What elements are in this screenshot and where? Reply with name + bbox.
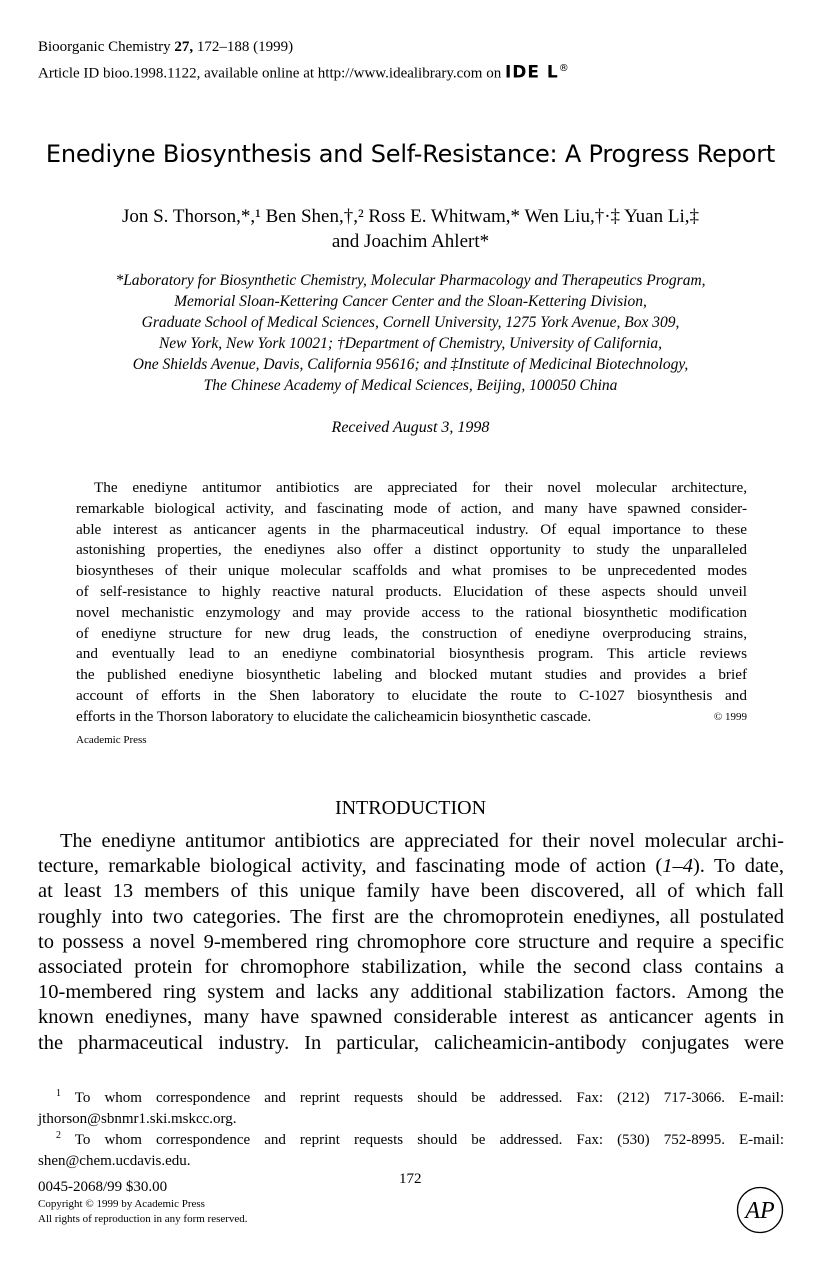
footnote-1 [38, 1083, 784, 1130]
copyright-line: Copyright © 1999 by Academic Press [38, 1198, 205, 1210]
abstract-line: remarkable biological activity, and fascinating mode of action, and many have spawned consider- [76, 499, 747, 517]
received-date: Received August 3, 1998 [331, 419, 490, 436]
section-heading-introduction: INTRODUCTION [334, 797, 487, 819]
footnote-email[interactable]: jthorson@sbnmr1.ski.mskcc.org. [38, 1111, 237, 1127]
abstract-line: able interest as anticancer agents in the pharmaceutical industry. Of equal importance to these [76, 520, 747, 538]
abstract-publisher: Academic Press [76, 733, 147, 746]
body-line: the pharmaceutical industry. In particular, calicheamicin-antibody conjugates were [38, 1031, 784, 1054]
publication-info [38, 1178, 248, 1227]
page-number: 172 [399, 1171, 422, 1187]
journal-pages-year: 172–188 (1999) [193, 39, 294, 55]
abstract-line: biosyntheses of their unique molecular scaffolds and what promises to be unprecedented modes [76, 562, 747, 580]
author-line-2: and Joachim Ahlert* [331, 231, 490, 252]
body-line: 10-membered ring system and lacks any additional stabilization factors. Among the [38, 981, 784, 1004]
affiliation-line: Graduate School of Medical Sciences, Cornell University, 1275 York Avenue, Box 309, [141, 314, 680, 331]
academic-press-logo-text: AP [745, 1198, 775, 1224]
academic-press-logo-icon [736, 1186, 784, 1234]
footnote-mark: 1 [56, 1088, 61, 1099]
abstract-line: The enediyne antitumor antibiotics are appreciated for their novel molecular architecture, [94, 479, 747, 496]
reference-citation[interactable]: 1–4 [662, 855, 693, 878]
author-line-1: Jon S. Thorson,*,¹ Ben Shen,†,² Ross E. Whitwam,* Wen Liu,†·‡ Yuan Li,‡ [121, 206, 700, 227]
abstract-line: the published enediyne biosynthetic labeling and blocked mutant studies and provides a brief [76, 666, 747, 684]
ideal-logo-registered: ® [558, 63, 570, 74]
abstract-line: account of efforts in the Shen laboratory to elucidate the route to C-1027 biosynthesis and [76, 686, 747, 704]
footnote-2 [38, 1125, 784, 1172]
ideal-logo-text: IDE L [504, 62, 559, 83]
affiliation-line: Memorial Sloan-Kettering Cancer Center and the Sloan-Kettering Division, [174, 293, 647, 310]
body-line: The enediyne antitumor antibiotics are appreciated for their novel molecular archi- [60, 830, 784, 852]
article-id-line [38, 58, 570, 85]
affiliations [40, 270, 781, 396]
body-line [38, 854, 784, 879]
affiliation-line: *Laboratory for Biosynthetic Chemistry, Molecular Pharmacology and Therapeutics Program, [115, 272, 706, 289]
abstract [76, 478, 747, 752]
body-line: at least 13 members of this unique family have been discovered, all of which fall [38, 880, 784, 903]
affiliation-line: The Chinese Academy of Medical Sciences, Beijing, 100050 China [203, 377, 618, 394]
article-id: Article ID bioo.1998.1122, available online at http://www.idealibrary.com on [38, 65, 505, 82]
body-line: to possess a novel 9-membered ring chromophore core structure and require a specific [38, 930, 784, 953]
footnote-line [38, 1125, 784, 1151]
footnote-text: To whom correspondence and reprint requests should be addressed. Fax: (530) 752-8995. E-mail: [74, 1132, 785, 1148]
affiliation-line: New York, New York 10021; †Department of Chemistry, University of California, [158, 335, 663, 352]
abstract-line: novel mechanistic enzymology and may provide access to the rational biosynthetic modification [76, 603, 747, 621]
article-title: Enediyne Biosynthesis and Self-Resistance: A Progress Report [45, 140, 776, 168]
body-text: tecture, remarkable biological activity, and fascinating mode of action ( [38, 855, 663, 878]
abstract-copyright: © 1999 [713, 710, 747, 723]
ideal-logo [505, 58, 570, 84]
introduction-body [38, 829, 784, 1056]
abstract-line: of enediyne structure for new drug leads, the construction of enediyne overproducing strains, [76, 624, 747, 642]
body-line: known enediynes, many have spawned considerable interest as anticancer agents in [38, 1006, 784, 1029]
issn-price: 0045-2068/99 $30.00 [38, 1179, 168, 1195]
author-list [40, 204, 781, 254]
abstract-line-last [76, 707, 747, 728]
body-line: roughly into two categories. The first are the chromoprotein enediynes, all postulated [38, 905, 784, 928]
footnote-mark: 2 [56, 1130, 61, 1141]
journal-citation [38, 36, 293, 58]
journal-volume: 27, [174, 39, 194, 55]
abstract-line: and eventually lead to an enediyne combinatorial biosynthesis program. This article reviews [76, 645, 747, 663]
footnote-line [38, 1083, 784, 1109]
abstract-last-text: efforts in the Thorson laboratory to elucidate the calicheamicin biosynthetic cascade. [76, 707, 592, 725]
affiliation-line: One Shields Avenue, Davis, California 95616; and ‡Institute of Medicinal Biotechnology, [132, 356, 689, 373]
rights-line: All rights of reproduction in any form reserved. [38, 1213, 248, 1225]
body-text: ). To date, [692, 855, 784, 878]
footnote-text: To whom correspondence and reprint requests should be addressed. Fax: (212) 717-3066. E-mail: [74, 1090, 785, 1106]
abstract-line: astonishing properties, the enediynes also offer a distinct opportunity to study the unparalleled [76, 541, 747, 559]
footnote-email[interactable]: shen@chem.ucdavis.edu. [38, 1153, 191, 1169]
body-line: associated protein for chromophore stabilization, while the second class contains a [38, 956, 784, 979]
journal-name: Bioorganic Chemistry [38, 39, 175, 55]
abstract-line: of self-resistance to highly reactive natural products. Elucidation of these aspects should unveil [76, 582, 747, 600]
